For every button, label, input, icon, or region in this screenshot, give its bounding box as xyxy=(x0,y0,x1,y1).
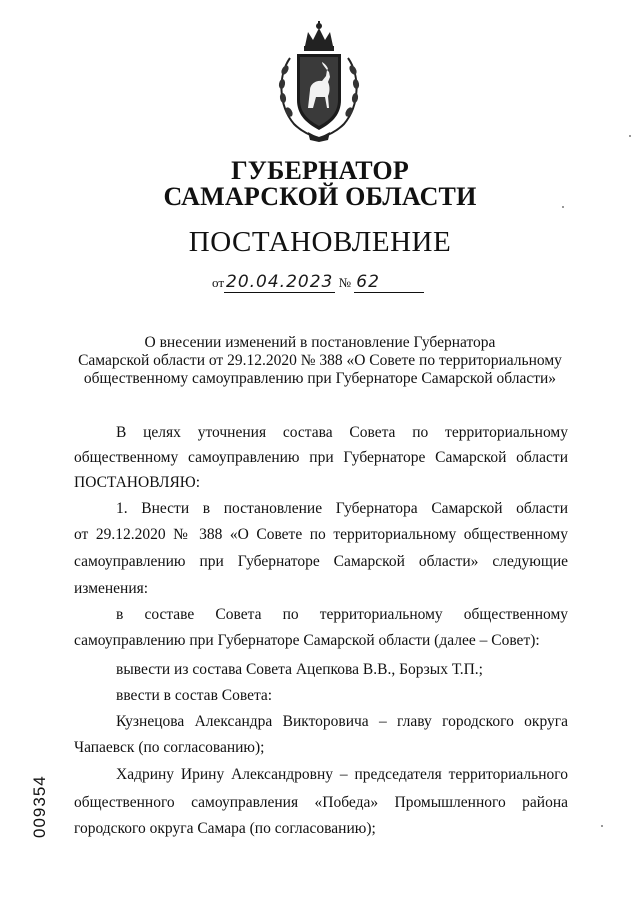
body-line: ввести в состав Совета: xyxy=(116,687,273,704)
date-number-line xyxy=(212,272,424,293)
body-line: Кузнецова Александра Викторовича – главу городского округа xyxy=(116,713,568,730)
body-line: общественного самоуправления «Победа» Промышленного района xyxy=(74,794,568,811)
body-line: от 29.12.2020 № 388 «О Совете по территориальному общественному xyxy=(74,526,568,543)
side-registration-number: 009354 xyxy=(30,775,49,838)
body-line: вывести из состава Совета Ацепкова В.В., Борзых Т.П.; xyxy=(116,661,483,678)
document-type-title: ПОСТАНОВЛЕНИЕ xyxy=(188,226,452,258)
body-line: общественному самоуправлению при Губернаторе Самарской области xyxy=(74,449,568,466)
date-handwritten: 20.04.2023 xyxy=(226,272,334,292)
org-title-line1: ГУБЕРНАТОР xyxy=(231,156,409,185)
body-line: самоуправлению при Губернаторе Самарской области (далее – Совет): xyxy=(74,632,540,649)
body-line: в составе Совета по территориальному общественному xyxy=(116,606,568,623)
body-line: В целях уточнения состава Совета по территориальному xyxy=(116,424,568,441)
org-title-line2: САМАРСКОЙ ОБЛАСТИ xyxy=(163,182,477,211)
body-line: самоуправлению при Губернаторе Самарской области» следующие xyxy=(74,553,568,570)
body-line: Хадрину Ирину Александровну – председателя территориального xyxy=(116,766,568,783)
body-line: Чапаевск (по согласованию); xyxy=(74,739,265,756)
date-prefix: от xyxy=(212,275,225,290)
coat-of-arms-emblem xyxy=(272,20,366,144)
scan-speck xyxy=(562,206,564,208)
body-line: изменения: xyxy=(74,580,149,597)
scan-speck xyxy=(629,135,631,137)
body-line: 1. Внести в постановление Губернатора Самарской области xyxy=(116,500,568,517)
body-line: ПОСТАНОВЛЯЮ: xyxy=(74,474,201,491)
subject-line: общественному самоуправлению при Губернаторе Самарской области» xyxy=(83,370,557,387)
subject-line: Самарской области от 29.12.2020 № 388 «О Совете по территориальному xyxy=(78,352,562,369)
body-line: городского округа Самара (по согласованию); xyxy=(74,820,376,837)
number-handwritten: 62 xyxy=(356,272,380,292)
number-prefix: № xyxy=(338,275,352,290)
document-subject xyxy=(60,334,580,388)
scan-speck xyxy=(601,825,603,827)
subject-line: О внесении изменений в постановление Губернатора xyxy=(144,334,496,351)
